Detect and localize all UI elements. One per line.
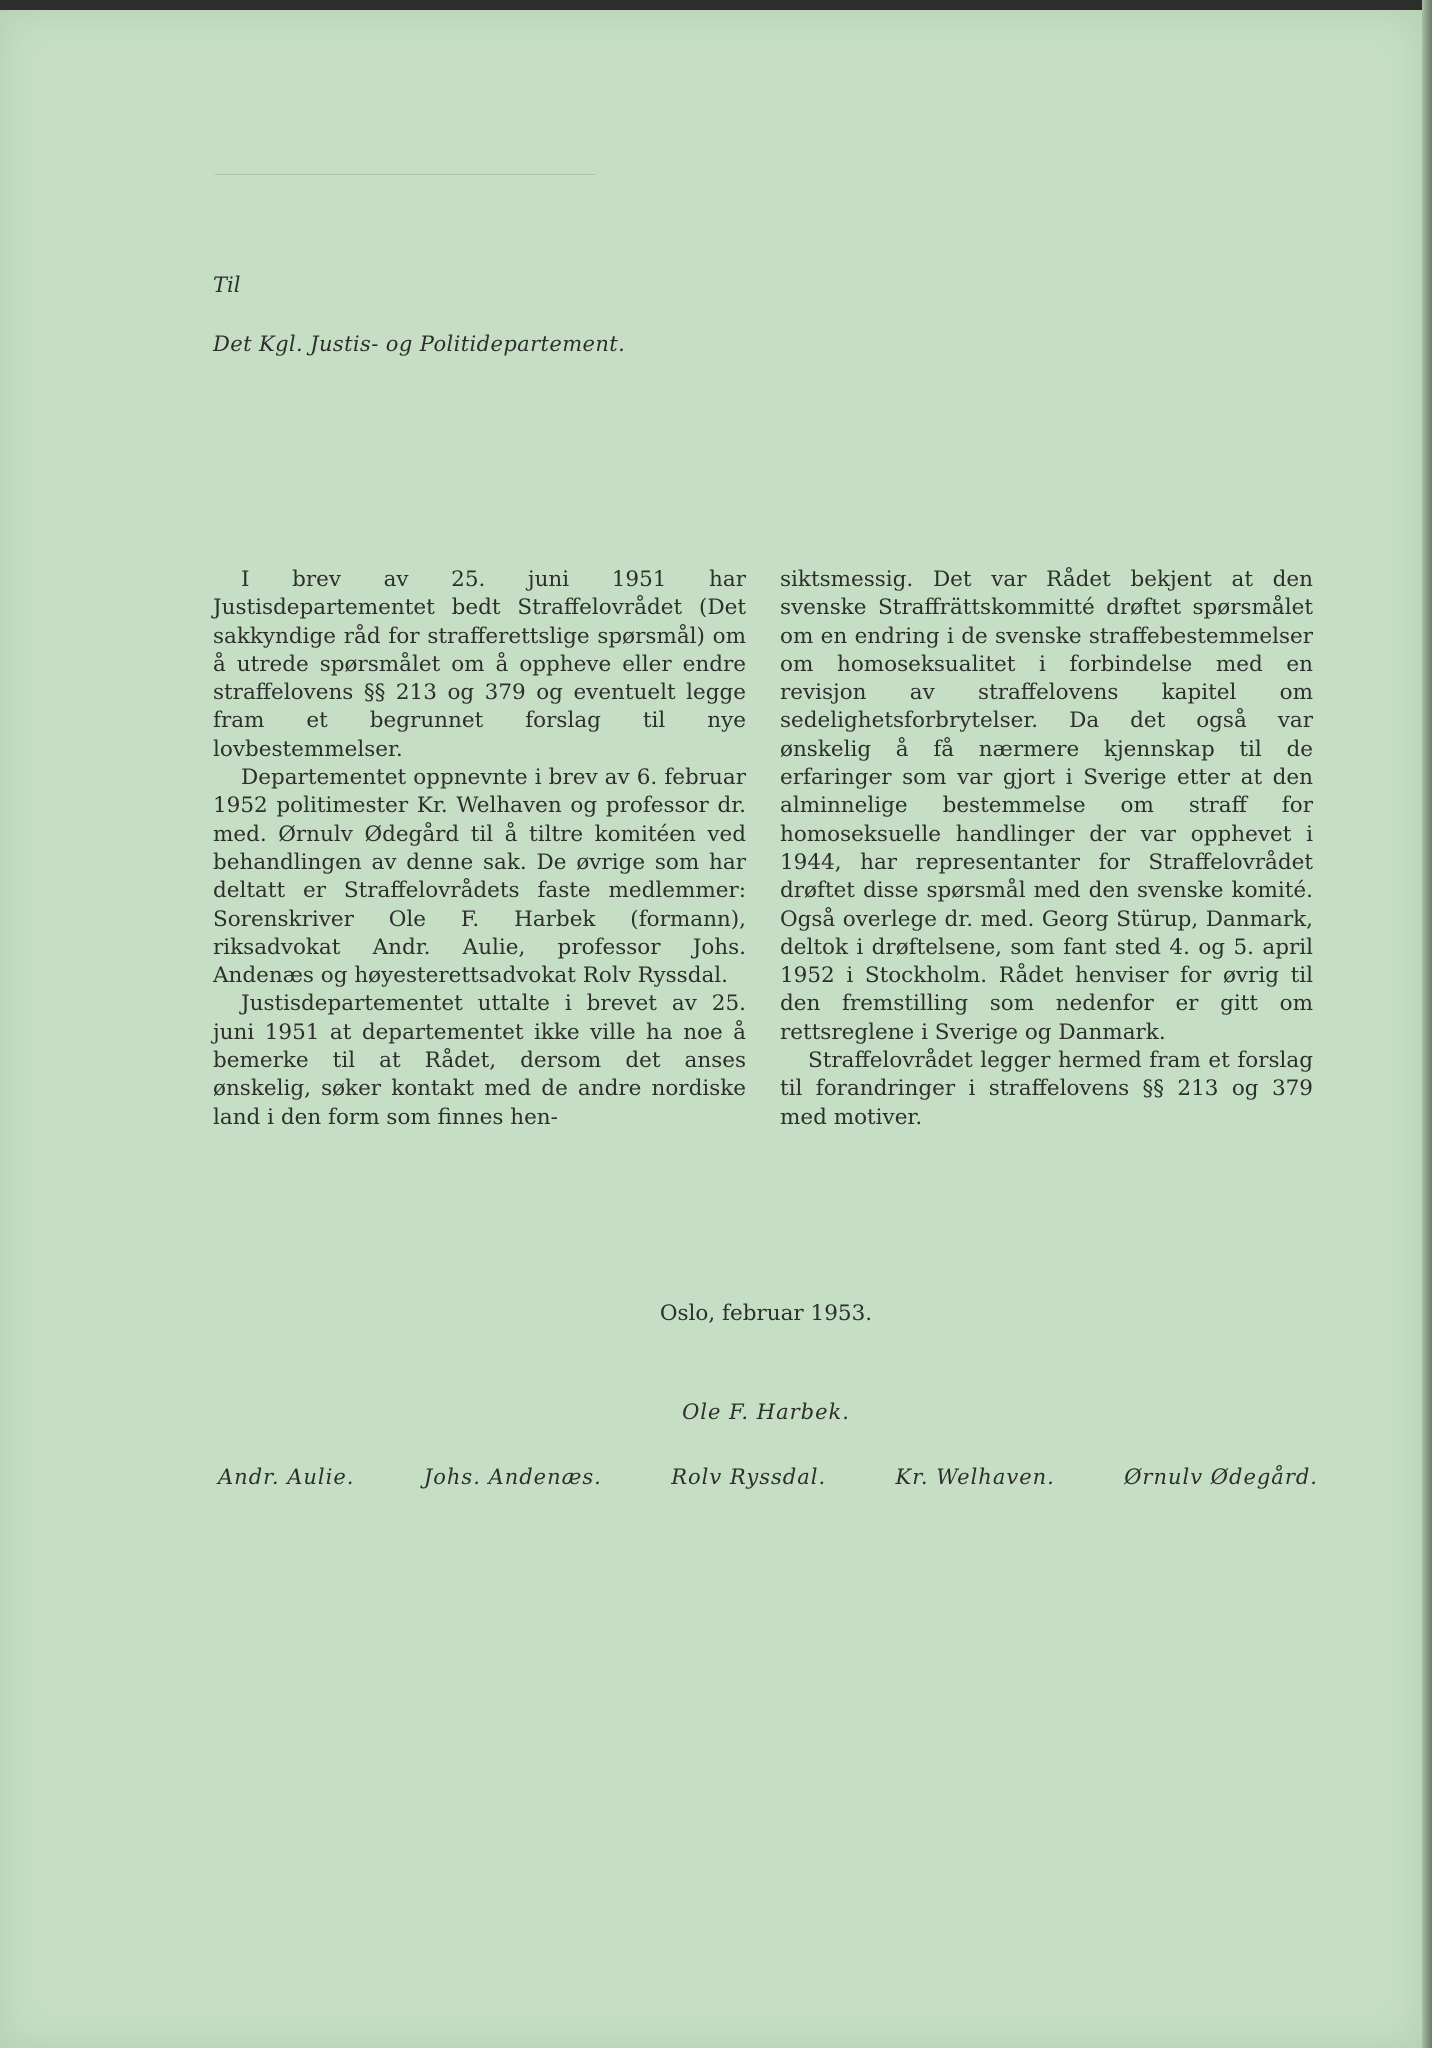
show-through-header — [215, 138, 595, 175]
body-column-left — [213, 566, 746, 1132]
paragraph: Justisdepartementet uttalte i brevet av 25. juni 1951 at departementet ikke ville ha noe å bemerke til at Rådet, dersom det anses ønskelig, søker kontakt med de andre nordiske land i den form som finnes hen- — [213, 991, 746, 1130]
scan-right-edge — [1422, 0, 1432, 2048]
paragraph: Straffelovrådet legger hermed fram et forslag til forandringer i straffelovens §§ 213 og 379 med motiver. — [780, 1048, 1313, 1130]
paragraph: Departementet oppnevnte i brev av 6. februar 1952 politimester Kr. Welhaven og professor dr. med. Ørnulv Ødegård til å tiltre komitéen ved behandlingen av denne sak. De øvrige som har deltatt er Straffelovrådets faste medlemmer: Sorenskriver Ole F. Harbek (formann), riksadvokat Andr. Aulie, professor Johs. Andenæs og høyesterettsadvokat Rolv Ryssdal. — [213, 765, 746, 989]
address-til: Til — [213, 273, 241, 297]
signatories — [218, 1465, 1318, 1489]
signatory: Rolv Ryssdal. — [671, 1465, 827, 1489]
document-page — [0, 10, 1422, 2048]
body-column-right — [780, 566, 1313, 1132]
signatory: Andr. Aulie. — [218, 1465, 355, 1489]
dateline: Oslo, februar 1953. — [659, 1301, 873, 1326]
paragraph: I brev av 25. juni 1951 har Justisdepartementet bedt Straffelovrådet (Det sakkyndige råd for strafferettslige spørsmål) om å utrede spørsmålet om å oppheve eller endre straffelovens §§ 213 og 379 og eventuelt legge fram et begrunnet forslag til nye lovbestemmelser. — [213, 567, 746, 762]
address-department: Det Kgl. Justis- og Politidepartement. — [213, 332, 626, 356]
signatory: Johs. Andenæs. — [423, 1465, 602, 1489]
signatory: Ørnulv Ødegård. — [1124, 1465, 1318, 1489]
paragraph: siktsmessig. Det var Rådet bekjent at den svenske Straffrättskommitté drøftet spørsmålet om en endring i de svenske straffebestemmelser om homoseksualitet i forbindelse med en revisjon av straffelovens kapitel om sedelighetsforbrytelser. Da det også var ønskelig å få nærmere kjennskap til de erfaringer som var gjort i Sverige etter at den alminnelige bestemmelse om straff for homoseksuelle handlinger der var opphevet i 1944, har representanter for Straffelovrådet drøftet disse spørsmål med den svenske komité. Også overlege dr. med. Georg Stürup, Danmark, deltok i drøftelsene, som fant sted 4. og 5. april 1952 i Stockholm. Rådet henviser for øvrig til den fremstilling som nedenfor er gitt om rettsreglene i Sverige og Danmark. — [780, 567, 1313, 1045]
chairman-signature: Ole F. Harbek. — [682, 1400, 850, 1424]
signatory: Kr. Welhaven. — [895, 1465, 1055, 1489]
